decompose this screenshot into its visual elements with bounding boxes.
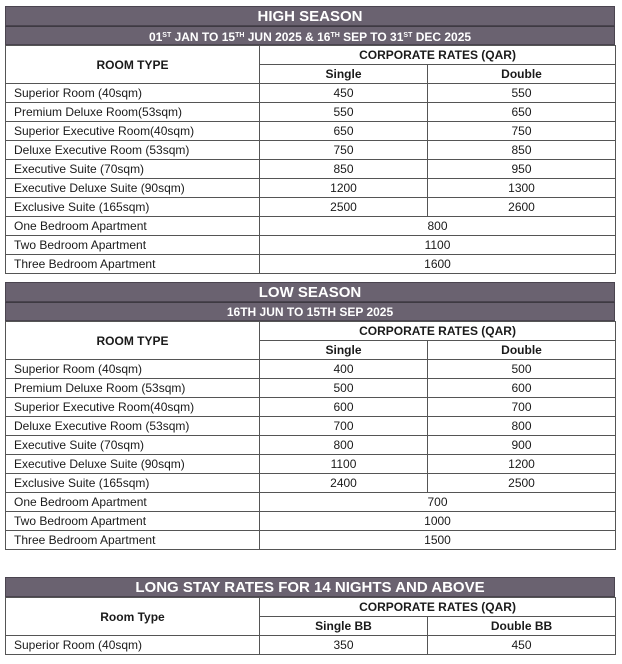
single-rate: 500: [260, 379, 428, 398]
low-season-table: [5, 321, 616, 550]
apartment-rate: 700: [260, 493, 616, 512]
low-season-title: LOW SEASON: [5, 282, 615, 302]
header-double: Double: [428, 341, 616, 360]
table-row: [6, 360, 616, 379]
header-corporate-rates: CORPORATE RATES (QAR): [260, 46, 616, 65]
single-rate: 750: [260, 141, 428, 160]
room-name: Deluxe Executive Room (53sqm): [6, 141, 260, 160]
double-rate: 750: [428, 122, 616, 141]
table-row: [6, 198, 616, 217]
room-name: Premium Deluxe Room(53sqm): [6, 103, 260, 122]
room-name: Deluxe Executive Room (53sqm): [6, 417, 260, 436]
double-rate: 600: [428, 379, 616, 398]
table-row: [6, 474, 616, 493]
header-double: Double: [428, 65, 616, 84]
single-rate: 850: [260, 160, 428, 179]
table-row: [6, 455, 616, 474]
single-rate: 1100: [260, 455, 428, 474]
apartment-row: [6, 493, 616, 512]
apartment-rate: 1000: [260, 512, 616, 531]
double-rate: 2600: [428, 198, 616, 217]
room-name: Exclusive Suite (165sqm): [6, 474, 260, 493]
table-row: [6, 436, 616, 455]
high-season-section: [5, 6, 615, 274]
single-rate: 400: [260, 360, 428, 379]
table-row: [6, 379, 616, 398]
double-rate: 1200: [428, 455, 616, 474]
single-rate: 650: [260, 122, 428, 141]
apartment-row: [6, 512, 616, 531]
apartment-name: Two Bedroom Apartment: [6, 236, 260, 255]
apartment-name: Three Bedroom Apartment: [6, 255, 260, 274]
single-rate: 2500: [260, 198, 428, 217]
double-rate: 650: [428, 103, 616, 122]
single-rate: 1200: [260, 179, 428, 198]
apartment-row: [6, 217, 616, 236]
double-rate: 550: [428, 84, 616, 103]
header-room-type: ROOM TYPE: [6, 322, 260, 360]
room-name: Superior Room (40sqm): [6, 360, 260, 379]
single-rate: 350: [260, 636, 428, 655]
apartment-rate: 1100: [260, 236, 616, 255]
high-season-title: HIGH SEASON: [5, 6, 615, 26]
header-single: Single: [260, 65, 428, 84]
room-name: Executive Suite (70sqm): [6, 160, 260, 179]
long-stay-table: [5, 597, 616, 655]
apartment-name: Two Bedroom Apartment: [6, 512, 260, 531]
room-name: Superior Room (40sqm): [6, 84, 260, 103]
room-name: Superior Executive Room(40sqm): [6, 398, 260, 417]
table-row: [6, 103, 616, 122]
header-double-bb: Double BB: [428, 617, 616, 636]
double-rate: 700: [428, 398, 616, 417]
room-name: Superior Executive Room(40sqm): [6, 122, 260, 141]
header-corporate-rates: CORPORATE RATES (QAR): [260, 598, 616, 617]
low-season-dates: 16TH JUN TO 15TH SEP 2025: [5, 302, 615, 321]
table-row: [6, 417, 616, 436]
table-row: [6, 141, 616, 160]
double-rate: 500: [428, 360, 616, 379]
apartment-row: [6, 255, 616, 274]
header-single-bb: Single BB: [260, 617, 428, 636]
apartment-rate: 1500: [260, 531, 616, 550]
table-row: [6, 84, 616, 103]
header-corporate-rates: CORPORATE RATES (QAR): [260, 322, 616, 341]
apartment-rate: 1600: [260, 255, 616, 274]
double-rate: 850: [428, 141, 616, 160]
table-row: [6, 122, 616, 141]
single-rate: 800: [260, 436, 428, 455]
apartment-name: Three Bedroom Apartment: [6, 531, 260, 550]
single-rate: 600: [260, 398, 428, 417]
single-rate: 550: [260, 103, 428, 122]
room-name: Exclusive Suite (165sqm): [6, 198, 260, 217]
high-season-table: [5, 45, 616, 274]
long-stay-section: [5, 577, 615, 655]
apartment-row: [6, 236, 616, 255]
header-room-type: ROOM TYPE: [6, 46, 260, 84]
table-row: [6, 160, 616, 179]
double-rate: 800: [428, 417, 616, 436]
double-rate: 1300: [428, 179, 616, 198]
double-rate: 2500: [428, 474, 616, 493]
room-name: Superior Room (40sqm): [6, 636, 260, 655]
header-room-type: Room Type: [6, 598, 260, 636]
apartment-name: One Bedroom Apartment: [6, 217, 260, 236]
single-rate: 700: [260, 417, 428, 436]
apartment-name: One Bedroom Apartment: [6, 493, 260, 512]
table-row: [6, 398, 616, 417]
apartment-rate: 800: [260, 217, 616, 236]
low-season-section: [5, 282, 615, 550]
single-rate: 450: [260, 84, 428, 103]
double-rate: 450: [428, 636, 616, 655]
long-stay-title: LONG STAY RATES FOR 14 NIGHTS AND ABOVE: [5, 577, 615, 597]
header-single: Single: [260, 341, 428, 360]
room-name: Executive Deluxe Suite (90sqm): [6, 455, 260, 474]
single-rate: 2400: [260, 474, 428, 493]
room-name: Executive Deluxe Suite (90sqm): [6, 179, 260, 198]
high-season-dates: 01ST JAN TO 15TH JUN 2025 & 16TH SEP TO 31ST DEC 2025: [5, 26, 615, 45]
room-name: Executive Suite (70sqm): [6, 436, 260, 455]
table-row: [6, 636, 616, 655]
room-name: Premium Deluxe Room (53sqm): [6, 379, 260, 398]
apartment-row: [6, 531, 616, 550]
double-rate: 950: [428, 160, 616, 179]
double-rate: 900: [428, 436, 616, 455]
table-row: [6, 179, 616, 198]
